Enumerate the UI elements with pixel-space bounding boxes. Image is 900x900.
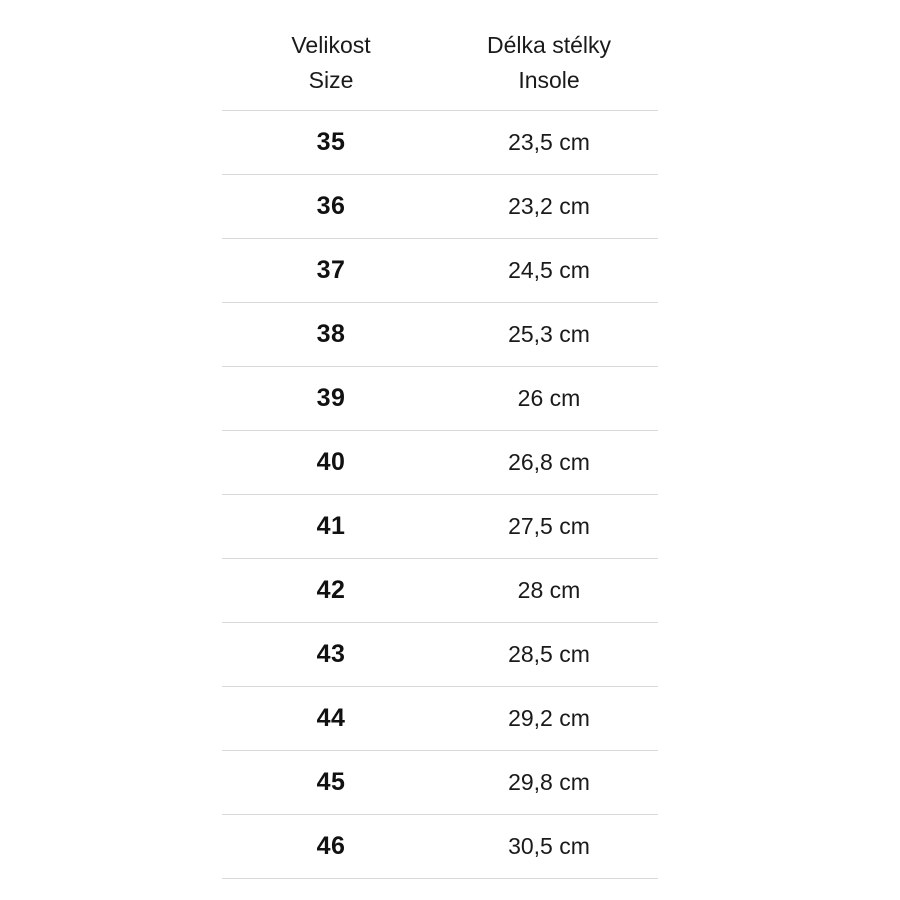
cell-size: 36 — [222, 175, 440, 239]
table-row — [222, 175, 658, 239]
cell-size: 35 — [222, 111, 440, 175]
cell-insole: 23,5 cm — [440, 111, 658, 175]
cell-size: 42 — [222, 559, 440, 623]
column-header-size — [222, 22, 440, 111]
table-header — [222, 22, 658, 111]
table-header-row — [222, 22, 658, 111]
table-row — [222, 367, 658, 431]
cell-insole: 29,2 cm — [440, 687, 658, 751]
table-row — [222, 495, 658, 559]
cell-insole: 28 cm — [440, 559, 658, 623]
table-row — [222, 239, 658, 303]
cell-size: 43 — [222, 623, 440, 687]
table-row — [222, 623, 658, 687]
cell-insole: 23,2 cm — [440, 175, 658, 239]
cell-size: 37 — [222, 239, 440, 303]
column-header-insole — [440, 22, 658, 111]
column-header-insole-en: Insole — [518, 67, 580, 93]
table-row — [222, 559, 658, 623]
cell-insole: 27,5 cm — [440, 495, 658, 559]
cell-size: 44 — [222, 687, 440, 751]
table-body — [222, 111, 658, 879]
table-row — [222, 111, 658, 175]
table-row — [222, 687, 658, 751]
cell-insole: 26,8 cm — [440, 431, 658, 495]
cell-size: 41 — [222, 495, 440, 559]
column-header-insole-cs: Délka stélky — [487, 32, 611, 58]
cell-size: 40 — [222, 431, 440, 495]
cell-size: 46 — [222, 815, 440, 879]
column-header-size-cs: Velikost — [291, 32, 371, 58]
cell-insole: 24,5 cm — [440, 239, 658, 303]
table-row — [222, 431, 658, 495]
cell-size: 38 — [222, 303, 440, 367]
size-chart-table — [222, 22, 658, 879]
cell-insole: 25,3 cm — [440, 303, 658, 367]
table-row — [222, 815, 658, 879]
column-header-size-en: Size — [308, 67, 354, 93]
cell-insole: 26 cm — [440, 367, 658, 431]
cell-size: 39 — [222, 367, 440, 431]
cell-insole: 30,5 cm — [440, 815, 658, 879]
cell-insole: 29,8 cm — [440, 751, 658, 815]
cell-size: 45 — [222, 751, 440, 815]
table-row — [222, 303, 658, 367]
table-row — [222, 751, 658, 815]
cell-insole: 28,5 cm — [440, 623, 658, 687]
